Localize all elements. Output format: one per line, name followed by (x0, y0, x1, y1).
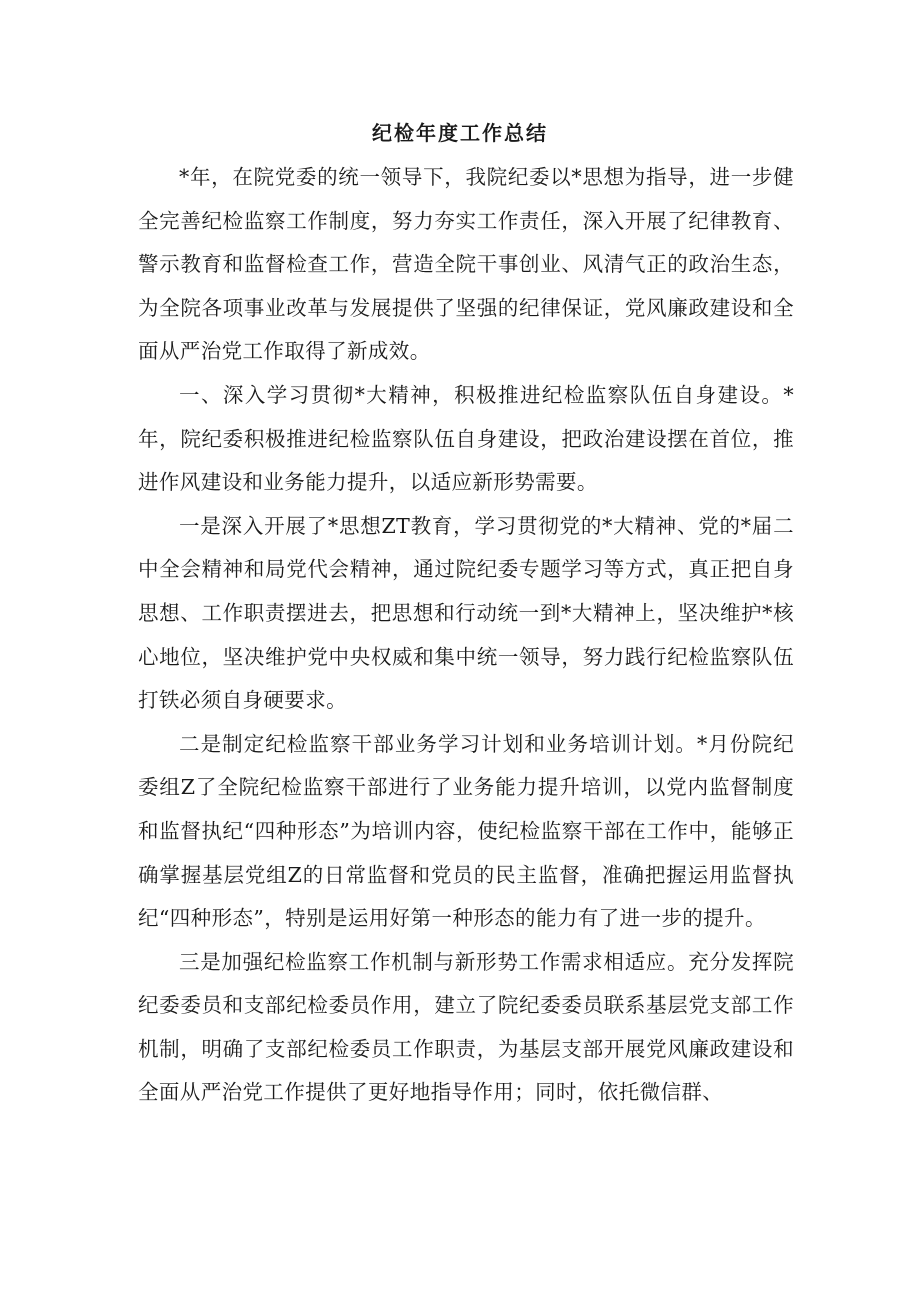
paragraph-intro: *年，在院党委的统一领导下，我院纪委以*思想为指导，进一步健全完善纪检监察工作制度，努力夯实工作责任，深入开展了纪律教育、警示教育和监督检查工作，营造全院干事创业、风清气正的政治生态，为全院各项事业改革与发展提供了坚强的纪律保证，党风廉政建设和全面从严治党工作取得了新成效。 (138, 165, 794, 364)
paragraph-section-1: 一、深入学习贯彻*大精神，积极推进纪检监察队伍自身建设。*年，院纪委积极推进纪检监察队伍自身建设，把政治建设摆在首位，推进作风建设和业务能力提升，以适应新形势需要。 (138, 382, 794, 495)
paragraph-item-1: 一是深入开展了*思想ZT教育，学习贯彻党的*大精神、党的*届二中全会精神和局党代会精神，通过院纪委专题学习等方式，真正把自身思想、工作职责摆进去，把思想和行动统一到*大精神上，坚决维护*核心地位，坚决维护党中央权威和集中统一领导，努力践行纪检监察队伍打铁必须自身硬要求。 (138, 513, 794, 713)
document-title: 纪检年度工作总结 (372, 121, 548, 145)
paragraph-item-2: 二是制定纪检监察干部业务学习计划和业务培训计划。*月份院纪委组Z了全院纪检监察干部进行了业务能力提升培训，以党内监督制度和监督执纪“四种形态”为培训内容，使纪检监察干部在工作中，能够正确掌握基层党组Z的日常监督和党员的民主监督，准确把握运用监督执纪“四种形态”，特别是运用好第一种形态的能力有了进一步的提升。 (138, 731, 794, 931)
document-body (138, 156, 794, 1115)
paragraph-item-3: 三是加强纪检监察工作机制与新形势工作需求相适应。充分发挥院纪委委员和支部纪检委员作用，建立了院纪委委员联系基层党支部工作机制，明确了支部纪检委员工作职责，为基层支部开展党风廉政建设和全面从严治党工作提供了更好地指导作用；同时，依托微信群、 (138, 949, 794, 1105)
